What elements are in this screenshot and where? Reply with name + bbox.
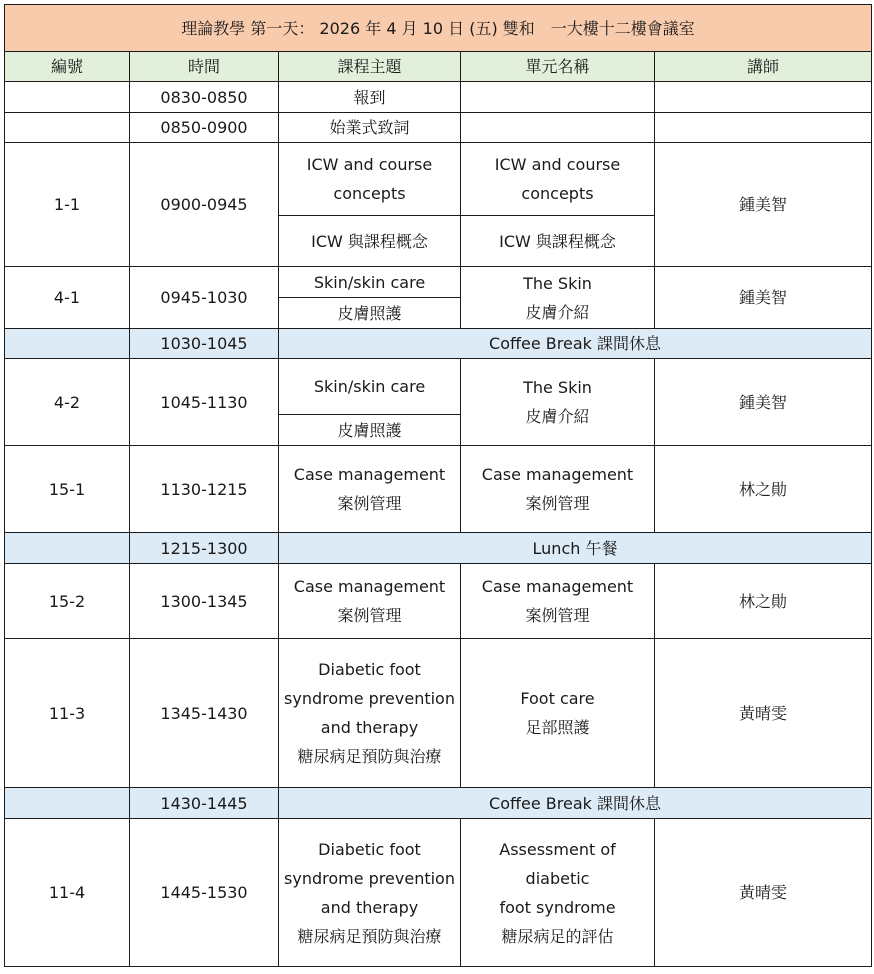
break-row: [5, 329, 872, 359]
cell-time: 0830-0850: [130, 82, 279, 113]
cell-topic: Skin/skin care: [279, 267, 461, 298]
topic-line: 糖尿病足預防與治療: [297, 747, 442, 766]
cell-id: 15-2: [5, 564, 130, 639]
table-row: [5, 143, 872, 216]
unit-line: Foot care: [520, 689, 595, 708]
cell-unit: [461, 639, 655, 788]
cell-id: 11-4: [5, 819, 130, 967]
topic-line: ICW and course: [306, 155, 433, 174]
header-id: 編號: [5, 52, 130, 82]
cell-unit: [461, 267, 655, 329]
cell-time: 1300-1345: [130, 564, 279, 639]
table-row: [5, 564, 872, 639]
cell-teacher: 林之勛: [655, 564, 872, 639]
schedule-table: [4, 4, 872, 967]
topic-line: syndrome prevention: [284, 689, 455, 708]
cell-time: 1445-1530: [130, 819, 279, 967]
unit-line: ICW and course: [494, 155, 621, 174]
unit-line: 皮膚介紹: [525, 302, 590, 322]
cell-topic: 始業式致詞: [279, 113, 461, 143]
cell-id: 1-1: [5, 143, 130, 267]
cell-teacher: 黃晴雯: [655, 819, 872, 967]
topic-line: 案例管理: [337, 494, 402, 513]
break-row: [5, 788, 872, 819]
cell-time: 1345-1430: [130, 639, 279, 788]
table-row: [5, 82, 872, 113]
cell-time: 0900-0945: [130, 143, 279, 267]
table-row: [5, 267, 872, 298]
cell-id: [5, 788, 130, 819]
cell-id: [5, 82, 130, 113]
header-time: 時間: [130, 52, 279, 82]
cell-time: 1045-1130: [130, 359, 279, 446]
header-topic: 課程主題: [279, 52, 461, 82]
topic-line: Diabetic foot: [318, 839, 421, 859]
unit-line: 案例管理: [525, 494, 590, 513]
schedule-title: 理論教學 第一天： 2026 年 4 月 10 日 (五) 雙和 一大樓十二樓會議室: [5, 5, 872, 52]
break-label: Lunch 午餐: [279, 533, 872, 564]
table-row: [5, 113, 872, 143]
cell-time: 1215-1300: [130, 533, 279, 564]
cell-id: 4-2: [5, 359, 130, 446]
cell-topic: [279, 819, 461, 967]
cell-teacher: [655, 113, 872, 143]
cell-time: 0945-1030: [130, 267, 279, 329]
break-label: Coffee Break 課間休息: [279, 329, 872, 359]
cell-id: [5, 329, 130, 359]
title-row: [5, 5, 872, 52]
topic-line: 案例管理: [337, 606, 402, 625]
topic-line: and therapy: [320, 897, 419, 917]
unit-line: 足部照護: [525, 718, 590, 737]
cell-teacher: 鍾美智: [655, 359, 872, 446]
cell-id: 15-1: [5, 446, 130, 533]
cell-unit: [461, 564, 655, 639]
topic-line: Diabetic foot: [318, 660, 421, 679]
cell-unit: ICW 與課程概念: [461, 216, 655, 267]
cell-unit: [461, 359, 655, 446]
cell-teacher: 鍾美智: [655, 143, 872, 267]
cell-teacher: 黃晴雯: [655, 639, 872, 788]
cell-teacher: [655, 82, 872, 113]
cell-unit: [461, 446, 655, 533]
topic-line: concepts: [333, 184, 406, 203]
table-row: [5, 359, 872, 415]
cell-teacher: 林之勛: [655, 446, 872, 533]
break-label: Coffee Break 課間休息: [279, 788, 872, 819]
cell-topic: 皮膚照護: [279, 415, 461, 446]
cell-topic: [279, 564, 461, 639]
cell-time: 1430-1445: [130, 788, 279, 819]
unit-line: Assessment of diabetic: [499, 839, 616, 888]
cell-topic: [279, 143, 461, 216]
cell-teacher: 鍾美智: [655, 267, 872, 329]
break-row: [5, 533, 872, 564]
topic-line: Case management: [293, 465, 446, 484]
unit-line: Case management: [481, 465, 634, 484]
cell-id: [5, 533, 130, 564]
header-teacher: 講師: [655, 52, 872, 82]
header-unit: 單元名稱: [461, 52, 655, 82]
unit-line: concepts: [521, 184, 594, 203]
cell-unit: [461, 113, 655, 143]
cell-topic: 皮膚照護: [279, 298, 461, 329]
unit-line: The Skin: [523, 378, 592, 397]
topic-line: Case management: [293, 577, 446, 596]
cell-time: 1030-1045: [130, 329, 279, 359]
table-row: [5, 639, 872, 788]
topic-line: syndrome prevention: [284, 868, 455, 888]
cell-topic: Skin/skin care: [279, 359, 461, 415]
cell-unit: [461, 143, 655, 216]
cell-topic: [279, 446, 461, 533]
cell-id: 11-3: [5, 639, 130, 788]
unit-line: foot syndrome: [499, 897, 616, 917]
cell-time: 0850-0900: [130, 113, 279, 143]
cell-topic: ICW 與課程概念: [279, 216, 461, 267]
topic-line: 糖尿病足預防與治療: [297, 926, 442, 946]
unit-line: 糖尿病足的評估: [501, 926, 614, 946]
table-row: [5, 819, 872, 967]
unit-line: The Skin: [523, 273, 592, 293]
cell-topic: 報到: [279, 82, 461, 113]
cell-unit: [461, 82, 655, 113]
cell-id: 4-1: [5, 267, 130, 329]
table-row: [5, 446, 872, 533]
unit-line: 案例管理: [525, 606, 590, 625]
unit-line: Case management: [481, 577, 634, 596]
cell-id: [5, 113, 130, 143]
header-row: [5, 52, 872, 82]
cell-topic: [279, 639, 461, 788]
topic-line: and therapy: [320, 718, 419, 737]
cell-time: 1130-1215: [130, 446, 279, 533]
cell-unit: [461, 819, 655, 967]
unit-line: 皮膚介紹: [525, 407, 590, 426]
